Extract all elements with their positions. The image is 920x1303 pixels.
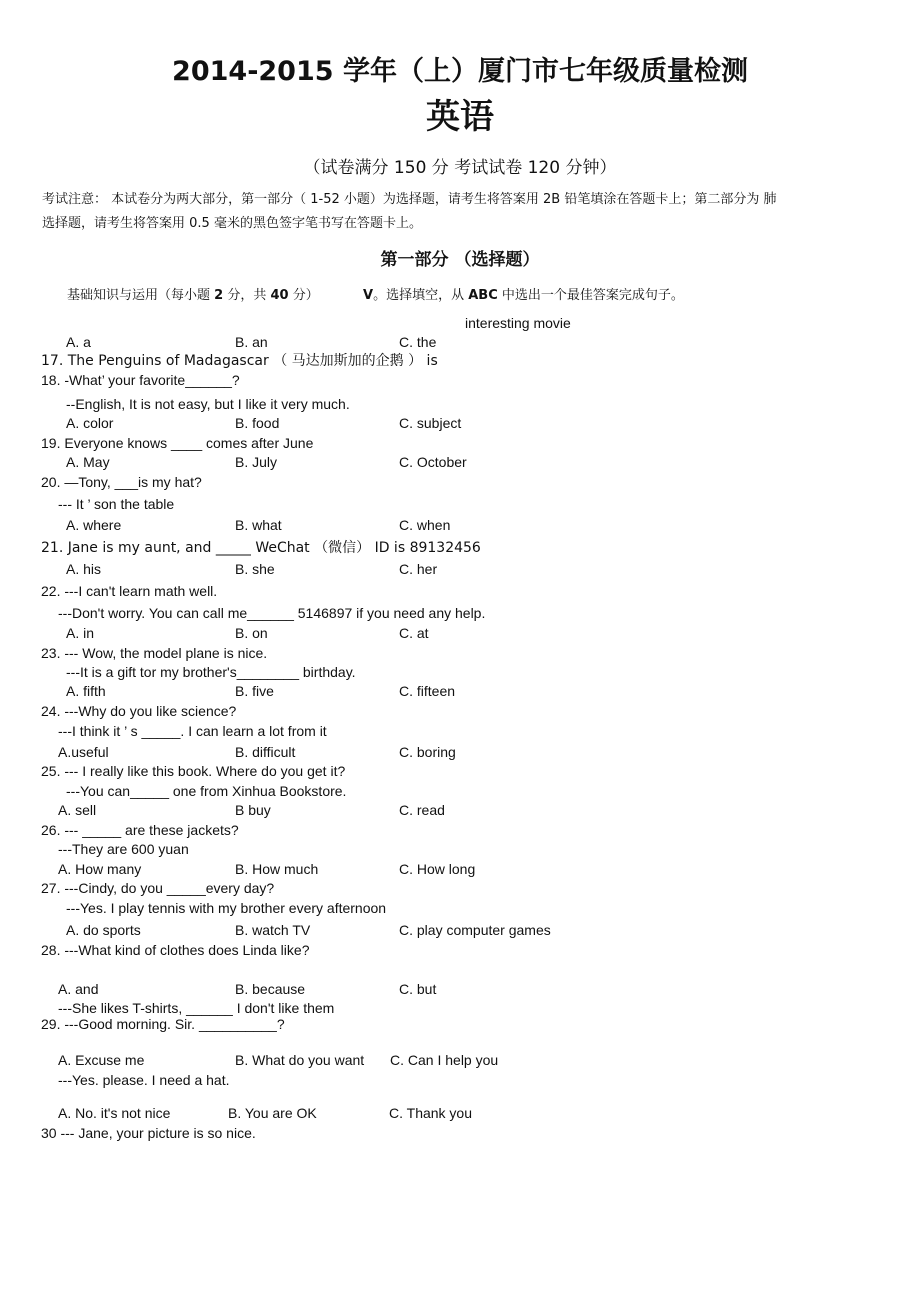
option-a: A. do sports <box>66 922 141 938</box>
question-30: 30 --- Jane, your picture is so nice. <box>41 1125 256 1141</box>
option-a: A. No. it's not nice <box>58 1105 171 1121</box>
notice-line-1: 考试注意： 本试卷分为两大部分，第一部分（ 1-52 小题）为选择题，请考生将答案用 2B 铅笔填涂在答题卡上；第二部分为 肺 <box>42 192 777 207</box>
option-a: A. Excuse me <box>58 1052 145 1068</box>
notice-line-2: 选择题，请考生将答案用 0.5 毫米的黑色签字笔书写在答题卡上。 <box>42 216 422 231</box>
question-18: 18. -What’ your favorite______? <box>41 372 240 388</box>
option-b: B. What do you want <box>235 1052 365 1068</box>
question-reply: ---It is a gift tor my brother's________ birthday. <box>66 664 356 680</box>
option-b: B. difficult <box>235 744 296 760</box>
option-b: B. she <box>235 561 275 577</box>
option-b: B. five <box>235 683 274 699</box>
option-c: C. Thank you <box>389 1105 473 1121</box>
option-a: A. color <box>66 415 114 431</box>
option-a: A. fifth <box>66 683 106 699</box>
option-c: C. subject <box>399 415 462 431</box>
option-b: B. on <box>235 625 268 641</box>
question-29: 29. ---Good morning. Sir. __________? <box>41 1016 285 1032</box>
option-c: C. her <box>399 561 438 577</box>
subject-title: 英语 <box>426 97 494 137</box>
option-c: C. October <box>399 454 467 470</box>
instr-text: 。选择填空，从 <box>373 288 465 303</box>
option-b: B. what <box>235 517 282 533</box>
question-reply: ---Yes. please. I need a hat. <box>58 1072 230 1088</box>
instr-text: 基础知识与运用（每小题 <box>67 288 211 303</box>
option-b: B. You are OK <box>228 1105 317 1121</box>
instr-abc: ABC <box>468 288 498 303</box>
option-a: A. a <box>66 334 91 350</box>
option-c: C. boring <box>399 744 456 760</box>
question-reply: ---They are 600 yuan <box>58 841 189 857</box>
instr-text: 分） <box>292 288 319 303</box>
section-heading: 第一部分 （选择题） <box>380 250 540 270</box>
option-b: B. an <box>235 334 268 350</box>
option-b: B. How much <box>235 861 319 877</box>
question-22: 22. ---I can't learn math well. <box>41 583 218 599</box>
question-25: 25. --- I really like this book. Where do you get it? <box>41 763 346 779</box>
question-reply: ---Don't worry. You can call me______ 5146897 if you need any help. <box>58 605 486 621</box>
option-c: C. at <box>399 625 429 641</box>
instr-text: 中选出一个最佳答案完成句子。 <box>501 288 684 303</box>
option-a: A. where <box>66 517 122 533</box>
section-instructions <box>67 288 684 304</box>
option-c: C. but <box>399 981 437 997</box>
instr-section-number: V <box>363 288 374 303</box>
question-20: 20. —Tony, ___is my hat? <box>41 474 202 490</box>
option-c: C. How long <box>399 861 476 877</box>
option-a: A. How many <box>58 861 142 877</box>
option-a: A. his <box>66 561 102 577</box>
question-reply: ---She likes T-shirts, ______ I don't like them <box>58 1000 335 1016</box>
question-17: 17. The Penguins of Madagascar （ 马达加斯加的企鹅 ） is <box>41 353 438 369</box>
option-b: B buy <box>235 802 271 818</box>
option-b: B. July <box>235 454 278 470</box>
question-reply: ---I think it ’ s _____. I can learn a lot from it <box>58 723 327 739</box>
option-c: C. read <box>399 802 445 818</box>
exam-subtitle: （试卷满分 150 分 考试试卷 120 分钟） <box>303 158 617 178</box>
instr-text: 分，共 <box>227 288 267 303</box>
option-b: B. watch TV <box>235 922 311 938</box>
option-a: A. in <box>66 625 95 641</box>
question-21: 21. Jane is my aunt, and _____ WeChat （微信） ID is 89132456 <box>41 540 481 556</box>
question-27: 27. ---Cindy, do you _____every day? <box>41 880 275 896</box>
question-28: 28. ---What kind of clothes does Linda like? <box>41 942 310 958</box>
option-b: B. food <box>235 415 280 431</box>
option-c: C. fifteen <box>399 683 456 699</box>
option-c: C. play computer games <box>399 922 551 938</box>
option-b: B. because <box>235 981 306 997</box>
question-23: 23. --- Wow, the model plane is nice. <box>41 645 268 661</box>
question-reply: --English, It is not easy, but I like it very much. <box>66 396 350 412</box>
question-reply: ---You can_____ one from Xinhua Bookstore. <box>66 783 347 799</box>
question-reply: ---Yes. I play tennis with my brother every afternoon <box>66 900 387 916</box>
question-24: 24. ---Why do you like science? <box>41 703 237 719</box>
instr-points: 2 <box>214 288 224 303</box>
option-a: A. sell <box>58 802 97 818</box>
question-26: 26. --- _____ are these jackets? <box>41 822 239 838</box>
option-c: C. Can I help you <box>390 1052 499 1068</box>
option-a: A.useful <box>58 744 109 760</box>
exam-title: 2014-2015 学年（上）厦门市七年级质量检测 <box>172 56 748 87</box>
option-a: A. May <box>66 454 110 470</box>
option-c: C. when <box>399 517 451 533</box>
option-c: C. the <box>399 334 437 350</box>
question-reply: --- It ’ son the table <box>58 496 175 512</box>
option-a: A. and <box>58 981 99 997</box>
question-19: 19. Everyone knows ____ comes after June <box>41 435 314 451</box>
instr-total: 40 <box>270 288 289 303</box>
question-fragment: interesting movie <box>465 315 571 331</box>
